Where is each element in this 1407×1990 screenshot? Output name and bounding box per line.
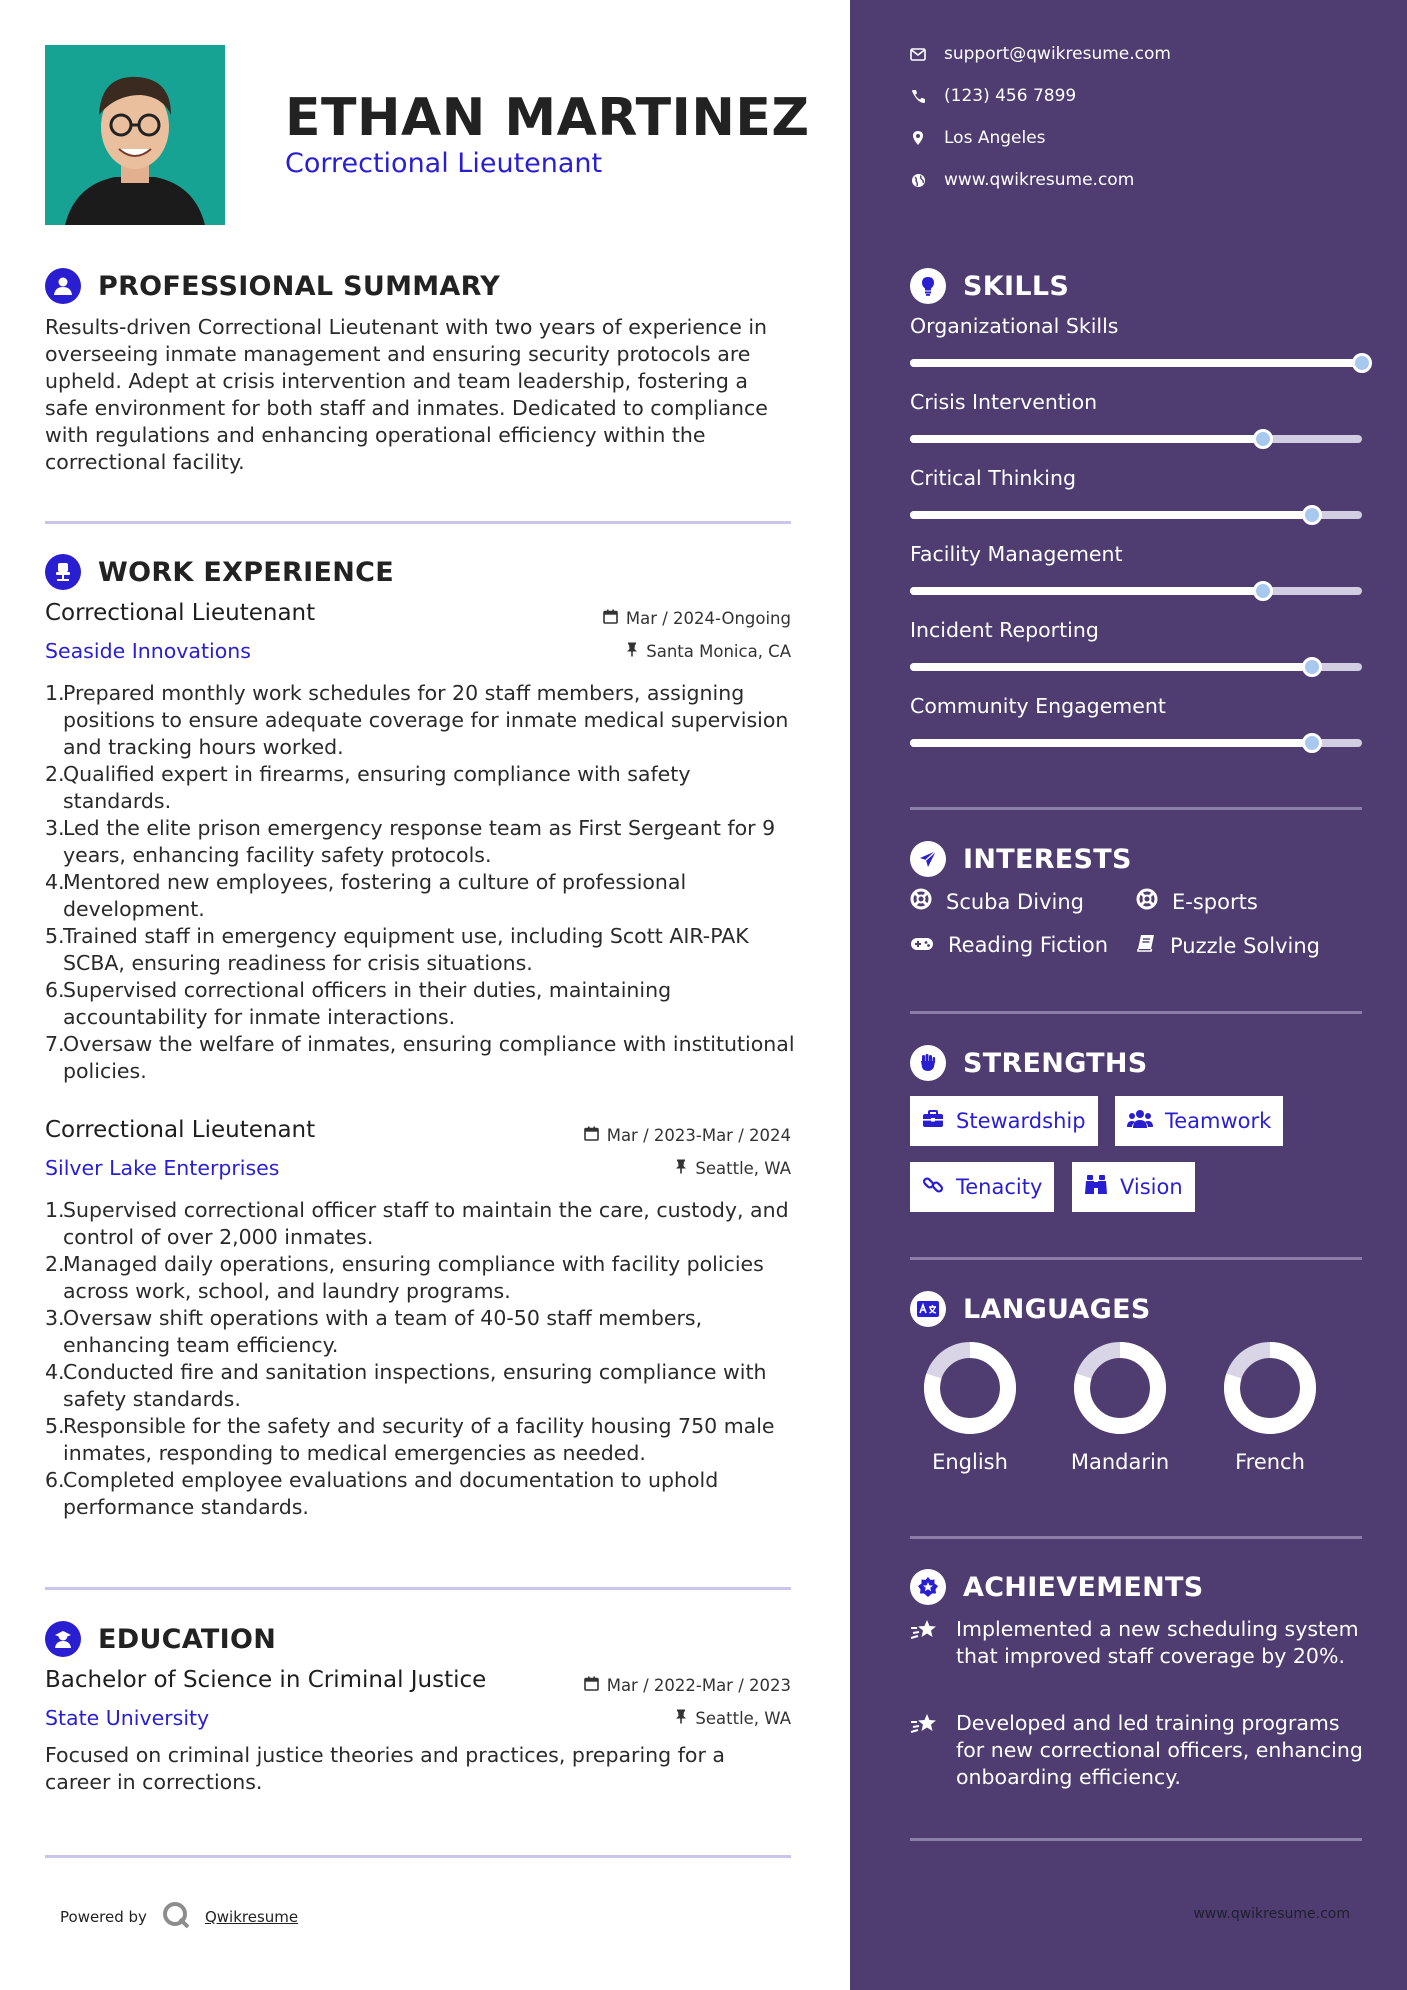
job-location-text: Seattle, WA <box>695 1159 791 1178</box>
languages-header <box>910 1291 1151 1327</box>
responsibility-item <box>45 869 797 923</box>
summary-text: Results-driven Correctional Lieutenant with two years of experience in overseeing inmate management and ensuring security protocols are upheld. Adept at crisis intervention and team leadership, fostering a safe environment for both staff and inmates. Dedicated to compliance with regulations and enhancing operational efficiency within the correctional facility. <box>45 315 768 474</box>
skill-name: Facility Management <box>910 542 1123 566</box>
skill-slider <box>910 359 1362 367</box>
skill-slider-knob <box>1302 505 1322 525</box>
powered-by <box>60 1900 298 1934</box>
work-heading: WORK EXPERIENCE <box>98 556 394 588</box>
achievement-item <box>910 1710 1370 1791</box>
responsibility-item <box>45 1197 797 1251</box>
school-name: State University <box>45 1706 210 1730</box>
skill-name: Incident Reporting <box>910 618 1099 642</box>
item-number: 3. <box>45 816 65 840</box>
avatar-illustration <box>45 45 225 225</box>
skill-name: Community Engagement <box>910 694 1166 718</box>
language-icon <box>910 1291 946 1327</box>
skill-slider-fill <box>910 739 1312 747</box>
item-text: Supervised correctional officers in their duties, maintaining accountability for inmate interactions. <box>63 978 672 1029</box>
contact-email-text[interactable]: support@qwikresume.com <box>944 44 1171 64</box>
degree-title: Bachelor of Science in Criminal Justice <box>45 1667 487 1693</box>
interests-heading: INTERESTS <box>963 843 1132 875</box>
item-number: 6. <box>45 1468 65 1492</box>
language-ring <box>1072 1340 1168 1436</box>
section-divider <box>45 1855 791 1858</box>
achievements-heading: ACHIEVEMENTS <box>963 1571 1204 1603</box>
contact-phone-text: (123) 456 7899 <box>944 86 1077 106</box>
item-text: Oversaw shift operations with a team of 40-50 staff members, enhancing team efficiency. <box>63 1306 703 1357</box>
office-chair-icon <box>45 554 81 590</box>
calendar-icon <box>603 609 618 628</box>
skill-slider-fill <box>910 587 1263 595</box>
language-ring <box>922 1340 1018 1436</box>
skill-slider-knob <box>1253 581 1273 601</box>
section-divider <box>45 521 791 524</box>
item-number: 2. <box>45 1252 65 1276</box>
item-number: 3. <box>45 1306 65 1330</box>
interest-item <box>1136 933 1320 958</box>
item-number: 2. <box>45 762 65 786</box>
candidate-name: ETHAN MARTINEZ <box>285 88 810 148</box>
responsibility-item <box>45 815 797 869</box>
skill-slider-fill <box>910 663 1312 671</box>
item-text: Trained staff in emergency equipment use, including Scott AIR-PAK SCBA, ensuring readiness for crisis situations. <box>63 924 749 975</box>
achievement-text: Developed and led training programs for new correctional officers, enhancing onboarding efficiency. <box>956 1711 1363 1789</box>
sidebar <box>850 0 1407 1990</box>
sidebar-divider <box>910 1257 1362 1260</box>
interest-item <box>910 888 1084 915</box>
candidate-title: Correctional Lieutenant <box>285 148 603 179</box>
fist-icon <box>910 1045 946 1081</box>
lightbulb-icon <box>910 268 946 304</box>
contact-email <box>910 44 1171 64</box>
strength-chip <box>910 1096 1098 1146</box>
item-number: 1. <box>45 1198 65 1222</box>
responsibility-item <box>45 680 797 761</box>
item-text: Responsible for the safety and security of a facility housing 750 male inmates, responding to medical emergencies as needed. <box>63 1414 775 1465</box>
language-item <box>910 1340 1030 1474</box>
sidebar-divider <box>910 1838 1362 1841</box>
education-location-text: Seattle, WA <box>695 1709 791 1728</box>
pin-icon <box>626 642 638 661</box>
strength-label: Tenacity <box>956 1175 1043 1199</box>
item-number: 4. <box>45 870 65 894</box>
job-location <box>626 642 791 661</box>
item-text: Prepared monthly work schedules for 20 staff members, assigning positions to ensure adequate coverage for inmate medical supervision and tracking hours worked. <box>63 681 789 759</box>
language-name: Mandarin <box>1070 1450 1170 1474</box>
responsibility-item <box>45 1031 797 1085</box>
skill-slider-fill <box>910 511 1312 519</box>
item-text: Mentored new employees, fostering a culture of professional development. <box>63 870 687 921</box>
item-number: 5. <box>45 1414 65 1438</box>
calendar-icon <box>584 1126 599 1145</box>
qwikresume-logo-icon <box>161 1900 191 1934</box>
powered-by-label: Powered by <box>60 1908 147 1926</box>
skill-name: Crisis Intervention <box>910 390 1098 414</box>
skill-slider-knob <box>1253 429 1273 449</box>
work-header <box>45 554 394 590</box>
languages-heading: LANGUAGES <box>963 1293 1151 1325</box>
globe-icon <box>910 173 926 188</box>
link-icon <box>922 1174 944 1201</box>
job-company: Silver Lake Enterprises <box>45 1156 280 1180</box>
skill-name: Critical Thinking <box>910 466 1076 490</box>
strengths-heading: STRENGTHS <box>963 1047 1148 1079</box>
shooting-star-icon <box>910 1616 938 1670</box>
section-divider <box>45 1587 791 1590</box>
interest-label: E-sports <box>1172 889 1258 914</box>
responsibility-item <box>45 1305 797 1359</box>
skill-slider-fill <box>910 435 1263 443</box>
education-date <box>584 1676 791 1695</box>
contact-phone <box>910 86 1076 106</box>
interest-label: Scuba Diving <box>946 889 1084 914</box>
interest-item <box>910 933 1108 957</box>
graduate-icon <box>45 1621 81 1657</box>
skill-name: Organizational Skills <box>910 314 1119 338</box>
skill-slider <box>910 587 1362 595</box>
contact-location-text: Los Angeles <box>944 128 1046 148</box>
lifebuoy-icon <box>910 888 932 915</box>
map-marker-icon <box>910 130 926 146</box>
education-heading: EDUCATION <box>98 1623 277 1655</box>
job-title: Correctional Lieutenant <box>45 1117 316 1143</box>
item-text: Qualified expert in firearms, ensuring compliance with safety standards. <box>63 762 691 813</box>
interest-item <box>1136 888 1258 915</box>
skill-slider <box>910 739 1362 747</box>
interests-header <box>910 841 1132 877</box>
paper-plane-icon <box>910 841 946 877</box>
summary-header <box>45 268 500 304</box>
shooting-star-icon <box>910 1710 938 1791</box>
skill-slider-knob <box>1302 733 1322 753</box>
responsibility-item <box>45 761 797 815</box>
phone-icon <box>910 89 926 104</box>
education-date-text: Mar / 2022-Mar / 2023 <box>606 1676 791 1695</box>
strength-chip <box>1072 1162 1195 1212</box>
interest-label: Reading Fiction <box>948 933 1109 957</box>
users-icon <box>1127 1109 1153 1134</box>
binoculars-icon <box>1084 1174 1108 1201</box>
education-text: Focused on criminal justice theories and practices, preparing for a career in corrections. <box>45 1743 725 1794</box>
profile-photo <box>45 45 225 225</box>
calendar-icon <box>584 1676 599 1695</box>
contact-location <box>910 128 1046 148</box>
job-location-text: Santa Monica, CA <box>646 642 791 661</box>
job-company: Seaside Innovations <box>45 639 251 663</box>
job-responsibilities <box>45 1197 797 1521</box>
envelope-icon <box>910 48 926 61</box>
strength-label: Stewardship <box>956 1109 1086 1133</box>
skill-slider-fill <box>910 359 1362 367</box>
job-title: Correctional Lieutenant <box>45 600 316 626</box>
job-date-text: Mar / 2023-Mar / 2024 <box>606 1126 791 1145</box>
skill-slider <box>910 435 1362 443</box>
achievement-text: Implemented a new scheduling system that improved staff coverage by 20%. <box>956 1617 1359 1668</box>
skills-heading: SKILLS <box>963 270 1070 302</box>
item-number: 7. <box>45 1032 65 1056</box>
pin-icon <box>675 1159 687 1178</box>
skills-header <box>910 268 1069 304</box>
item-number: 6. <box>45 978 65 1002</box>
lifebuoy-icon <box>1136 888 1158 915</box>
strength-chip <box>910 1162 1054 1212</box>
language-name: English <box>932 1450 1008 1474</box>
item-number: 1. <box>45 681 65 705</box>
star-badge-icon <box>910 1569 946 1605</box>
strength-label: Vision <box>1120 1175 1183 1199</box>
qwikresume-link[interactable]: Qwikresume <box>204 1908 299 1926</box>
responsibility-item <box>45 1359 797 1413</box>
job-date <box>584 1126 791 1145</box>
item-text: Managed daily operations, ensuring compliance with facility policies across work, school, and laundry programs. <box>63 1252 764 1303</box>
contact-website-text[interactable]: www.qwikresume.com <box>944 170 1135 190</box>
sidebar-divider <box>910 1536 1362 1539</box>
responsibility-item <box>45 1413 797 1467</box>
education-location <box>675 1709 791 1728</box>
item-text: Led the elite prison emergency response team as First Sergeant for 9 years, enhancing facility safety protocols. <box>63 816 776 867</box>
item-text: Oversaw the welfare of inmates, ensuring compliance with institutional policies. <box>63 1032 795 1083</box>
skill-slider <box>910 511 1362 519</box>
strength-label: Teamwork <box>1165 1109 1272 1133</box>
language-ring <box>1222 1340 1318 1436</box>
job-date-text: Mar / 2024-Ongoing <box>625 609 791 628</box>
job-responsibilities <box>45 680 797 1085</box>
achievements-header <box>910 1569 1204 1605</box>
job-location <box>675 1159 791 1178</box>
education-header <box>45 1621 276 1657</box>
skill-slider-knob <box>1302 657 1322 677</box>
responsibility-item <box>45 977 797 1031</box>
achievement-item <box>910 1616 1370 1670</box>
responsibility-item <box>45 1467 797 1521</box>
strengths-header <box>910 1045 1148 1081</box>
job-date <box>603 609 791 628</box>
gamepad-icon <box>910 933 934 957</box>
pin-icon <box>675 1709 687 1728</box>
item-number: 4. <box>45 1360 65 1384</box>
skill-slider-knob <box>1352 353 1372 373</box>
responsibility-item <box>45 1251 797 1305</box>
sidebar-divider <box>910 1011 1362 1014</box>
item-text: Conducted fire and sanitation inspections, ensuring compliance with safety standards. <box>63 1360 767 1411</box>
user-icon <box>45 268 81 304</box>
book-icon <box>1136 933 1156 958</box>
language-name: French <box>1235 1450 1305 1474</box>
item-text: Completed employee evaluations and documentation to uphold performance standards. <box>63 1468 719 1519</box>
responsibility-item <box>45 923 797 977</box>
skill-slider <box>910 663 1362 671</box>
summary-heading: PROFESSIONAL SUMMARY <box>98 270 501 302</box>
item-text: Supervised correctional officer staff to maintain the care, custody, and control of over 2,000 inmates. <box>63 1198 789 1249</box>
item-number: 5. <box>45 924 65 948</box>
contact-website <box>910 170 1134 190</box>
sidebar-divider <box>910 807 1362 810</box>
strength-chip <box>1115 1096 1283 1146</box>
language-item <box>1210 1340 1330 1474</box>
footer-url[interactable]: www.qwikresume.com <box>1193 1906 1350 1922</box>
briefcase-icon <box>922 1109 944 1133</box>
language-item <box>1060 1340 1180 1474</box>
interest-label: Puzzle Solving <box>1170 933 1320 958</box>
